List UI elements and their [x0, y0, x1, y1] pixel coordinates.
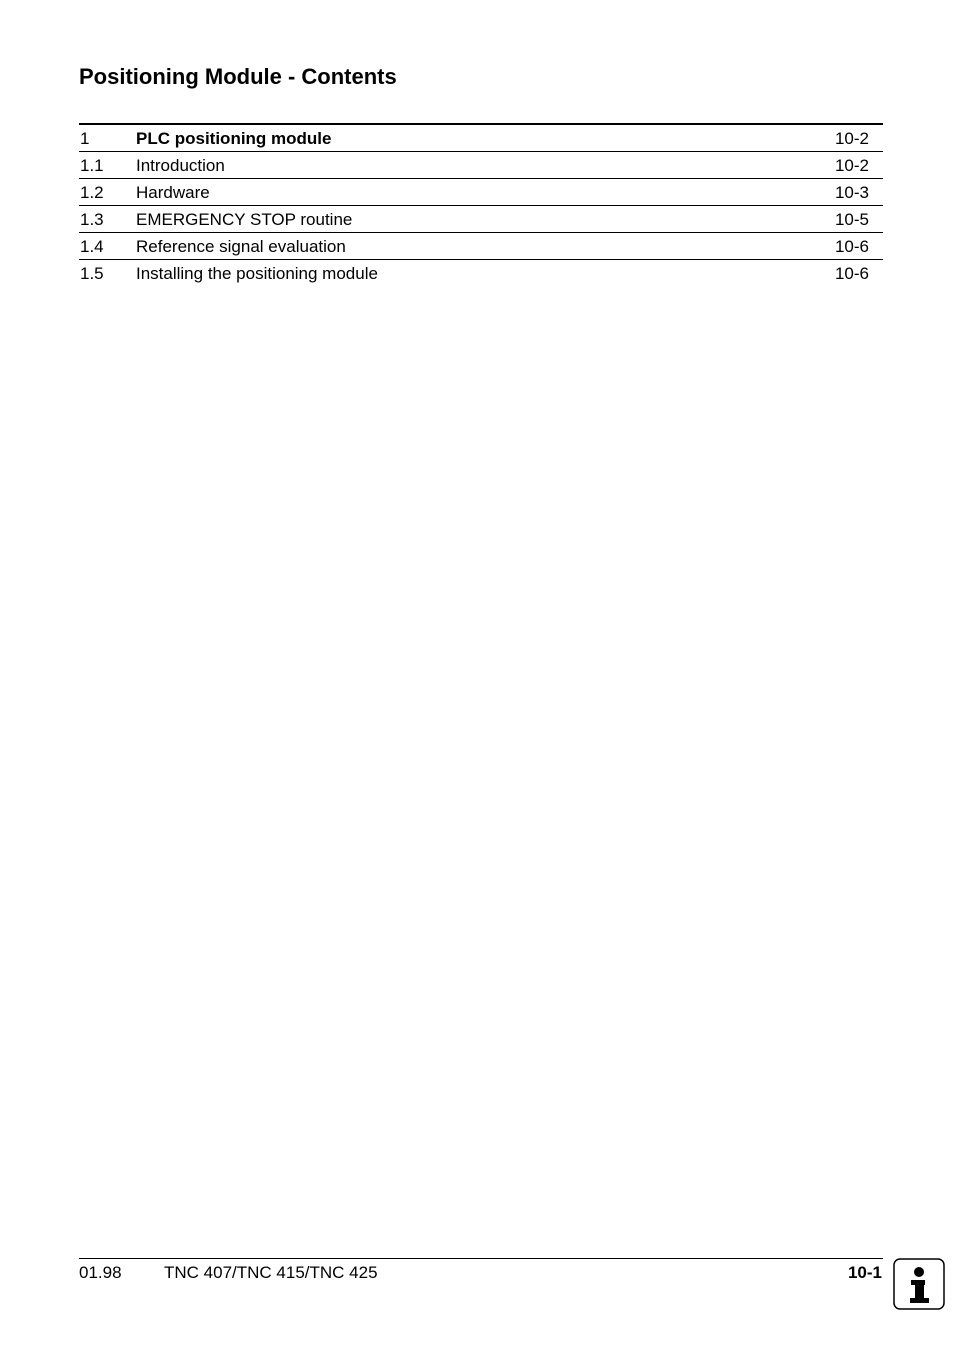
info-icon: [893, 1258, 945, 1310]
toc-item-title: Hardware: [136, 183, 210, 202]
table-of-contents: [79, 123, 883, 286]
toc-row-1-1[interactable]: [79, 152, 883, 179]
page-title: Positioning Module - Contents: [79, 64, 397, 89]
toc-row-1-4[interactable]: [79, 233, 883, 260]
toc-row-1-3[interactable]: [79, 206, 883, 233]
toc-row-1-5[interactable]: [79, 260, 883, 286]
toc-item-number: 1.2: [80, 183, 104, 202]
footer-date: 01.98: [79, 1263, 122, 1282]
toc-item-title: Introduction: [136, 156, 225, 175]
toc-row-1-2[interactable]: [79, 179, 883, 206]
footer-page-number: 10-1: [847, 1263, 882, 1282]
toc-section-page: 10-2: [834, 129, 869, 148]
toc-item-title: Reference signal evaluation: [136, 237, 346, 256]
toc-item-page: 10-6: [834, 237, 869, 256]
footer-model: TNC 407/TNC 415/TNC 425: [164, 1263, 378, 1282]
toc-item-number: 1.4: [80, 237, 104, 256]
toc-section-row[interactable]: [79, 125, 883, 152]
toc-item-title: EMERGENCY STOP routine: [136, 210, 353, 229]
toc-item-page: 10-6: [834, 264, 869, 283]
toc-item-number: 1.3: [80, 210, 104, 229]
toc-item-number: 1.1: [80, 156, 104, 175]
toc-item-page: 10-5: [834, 210, 869, 229]
toc-section-number: 1: [80, 129, 90, 148]
toc-item-number: 1.5: [80, 264, 104, 283]
toc-item-page: 10-2: [834, 156, 869, 175]
toc-item-title: Installing the positioning module: [136, 264, 378, 283]
toc-section-title: PLC positioning module: [136, 129, 332, 148]
footer-divider: [79, 1258, 883, 1259]
toc-item-page: 10-3: [834, 183, 869, 202]
